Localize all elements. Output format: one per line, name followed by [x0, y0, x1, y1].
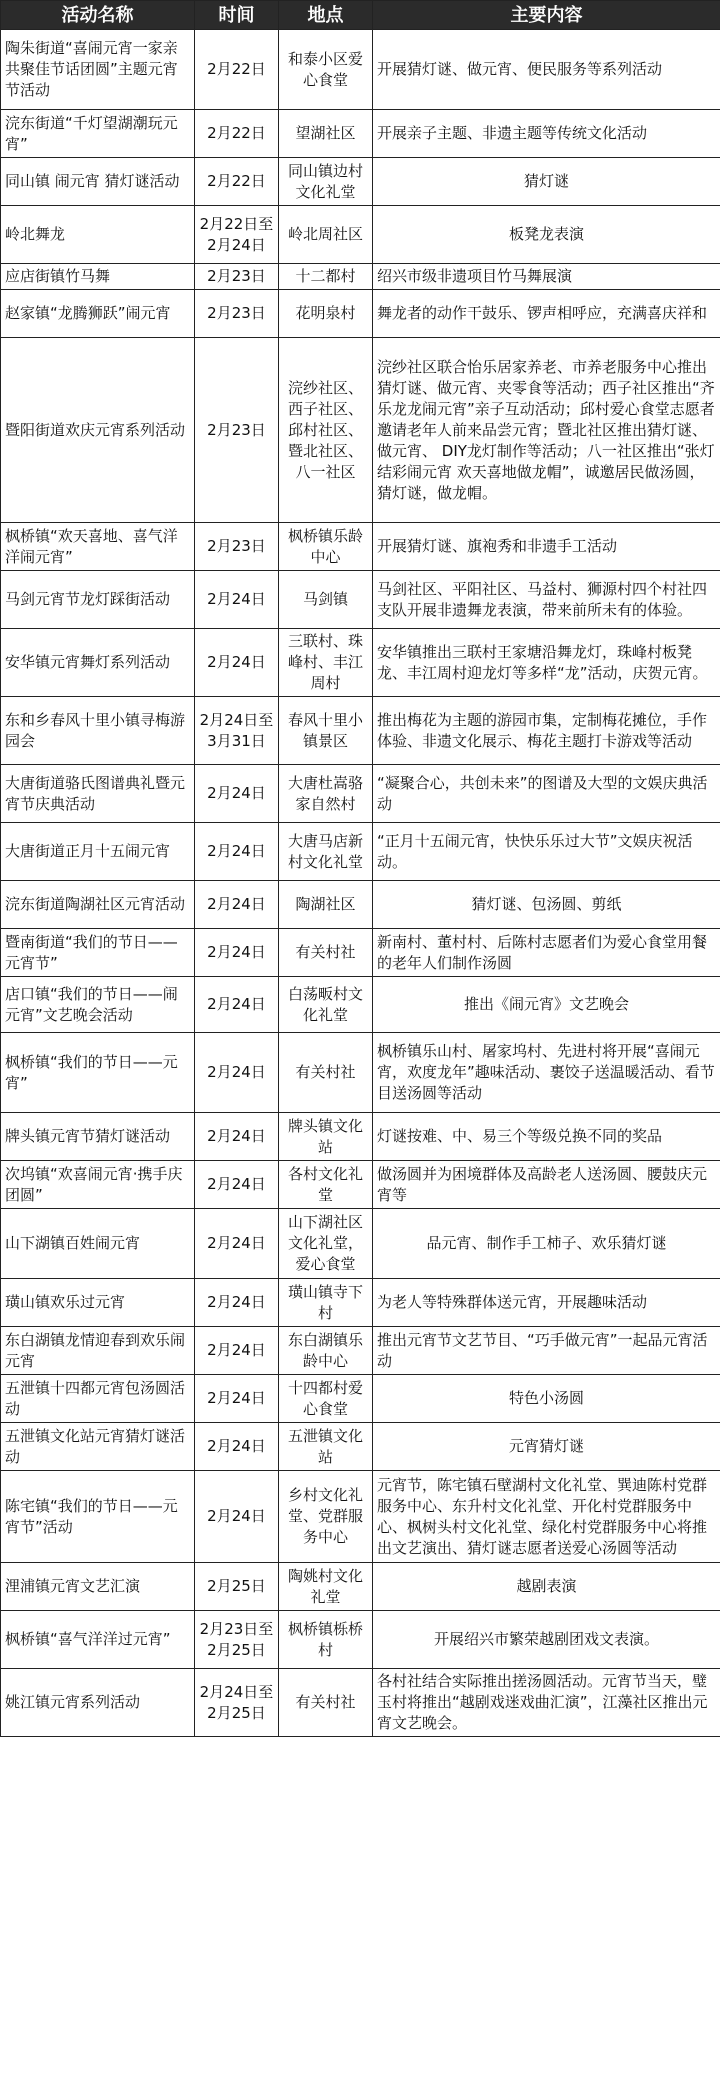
location-cell: 三联村、珠峰村、丰江周村	[279, 629, 373, 697]
content-cell: “凝聚合心，共创未来”的图谱及大型的文娱庆典活动	[373, 765, 720, 823]
table-row	[1, 571, 720, 629]
table-row	[1, 881, 720, 929]
table-row	[1, 765, 720, 823]
time-cell: 2月22日	[195, 158, 279, 206]
activity-name-cell: 东白湖镇龙情迎春到欢乐闹元宵	[1, 1327, 195, 1375]
location-cell: 有关村社	[279, 1669, 373, 1737]
activity-name-cell: 姚江镇元宵系列活动	[1, 1669, 195, 1737]
activity-name-cell: 岭北舞龙	[1, 206, 195, 264]
time-cell: 2月22日至2月24日	[195, 206, 279, 264]
table-row	[1, 290, 720, 338]
time-cell: 2月23日	[195, 523, 279, 571]
table-row	[1, 1611, 720, 1669]
time-cell: 2月24日	[195, 977, 279, 1033]
location-cell: 大唐马店新村文化礼堂	[279, 823, 373, 881]
time-cell: 2月24日	[195, 881, 279, 929]
content-cell: 马剑社区、平阳社区、马益村、狮源村四个村社四支队开展非遗舞龙表演，带来前所未有的体验。	[373, 571, 720, 629]
content-cell: 灯谜按难、中、易三个等级兑换不同的奖品	[373, 1113, 720, 1161]
time-cell: 2月24日	[195, 1209, 279, 1279]
location-cell: 白荡畈村文化礼堂	[279, 977, 373, 1033]
table-row	[1, 523, 720, 571]
table-row	[1, 206, 720, 264]
table-header	[1, 1, 720, 30]
content-cell: 板凳龙表演	[373, 206, 720, 264]
time-cell: 2月24日	[195, 1161, 279, 1209]
activity-name-cell: 陶朱街道“喜闹元宵一家亲 共聚佳节话团圆”主题元宵节活动	[1, 30, 195, 110]
table-row	[1, 823, 720, 881]
time-cell: 2月25日	[195, 1563, 279, 1611]
location-cell: 马剑镇	[279, 571, 373, 629]
table-row	[1, 697, 720, 765]
content-cell: 推出元宵节文艺节目、“巧手做元宵”一起品元宵活动	[373, 1327, 720, 1375]
activity-name-cell: 店口镇“我们的节日——闹元宵”文艺晚会活动	[1, 977, 195, 1033]
time-cell: 2月22日	[195, 30, 279, 110]
location-cell: 春风十里小镇景区	[279, 697, 373, 765]
table-row	[1, 1375, 720, 1423]
content-cell: 元宵节，陈宅镇石壁湖村文化礼堂、巽迪陈村党群服务中心、东升村文化礼堂、开化村党群服务中心、枫树头村文化礼堂、绿化村党群服务中心将推出文艺演出、猜灯谜志愿者送爱心汤圆等活动	[373, 1471, 720, 1563]
activity-name-cell: 山下湖镇百姓闹元宵	[1, 1209, 195, 1279]
location-cell: 大唐杜嵩骆家自然村	[279, 765, 373, 823]
table-row	[1, 629, 720, 697]
activity-name-cell: 暨阳街道欢庆元宵系列活动	[1, 338, 195, 523]
time-cell: 2月24日	[195, 929, 279, 977]
header-location: 地点	[279, 1, 373, 30]
activity-name-cell: 陈宅镇“我们的节日——元宵节”活动	[1, 1471, 195, 1563]
activity-name-cell: 赵家镇“龙腾狮跃”闹元宵	[1, 290, 195, 338]
content-cell: 推出梅花为主题的游园市集，定制梅花摊位，手作体验、非遗文化展示、梅花主题打卡游戏等活动	[373, 697, 720, 765]
activity-name-cell: 牌头镇元宵节猜灯谜活动	[1, 1113, 195, 1161]
time-cell: 2月24日	[195, 765, 279, 823]
table-row	[1, 1033, 720, 1113]
time-cell: 2月24日	[195, 1471, 279, 1563]
content-cell: 为老人等特殊群体送元宵，开展趣味活动	[373, 1279, 720, 1327]
activity-name-cell: 浣东街道陶湖社区元宵活动	[1, 881, 195, 929]
time-cell: 2月24日	[195, 1279, 279, 1327]
activity-name-cell: 次坞镇“欢喜闹元宵·携手庆团圆”	[1, 1161, 195, 1209]
content-cell: 越剧表演	[373, 1563, 720, 1611]
table-row	[1, 158, 720, 206]
location-cell: 陶姚村文化礼堂	[279, 1563, 373, 1611]
location-cell: 牌头镇文化站	[279, 1113, 373, 1161]
location-cell: 乡村文化礼堂、党群服务中心	[279, 1471, 373, 1563]
content-cell: 各村社结合实际推出搓汤圆活动。元宵节当天，璧玉村将推出“越剧戏迷戏曲汇演”，江藻社区推出元宵文艺晚会。	[373, 1669, 720, 1737]
content-cell: 开展猜灯谜、做元宵、便民服务等系列活动	[373, 30, 720, 110]
table-row	[1, 264, 720, 290]
content-cell: 开展亲子主题、非遗主题等传统文化活动	[373, 110, 720, 158]
content-cell: 做汤圆并为困境群体及高龄老人送汤圆、腰鼓庆元宵等	[373, 1161, 720, 1209]
table-row	[1, 1113, 720, 1161]
table-row	[1, 110, 720, 158]
content-cell: 浣纱社区联合怡乐居家养老、市养老服务中心推出猜灯谜、做元宵、夹零食等活动；西子社区推出“齐乐龙龙闹元宵”亲子互动活动；邱村爱心食堂志愿者邀请老年人前来品尝元宵；暨北社区推出猜灯谜、做元宵、 DIY龙灯制作等活动；八一社区推出“张灯结彩闹元宵 欢天喜地做龙帽”，诚邀居民做汤圆，猜灯谜，做龙帽。	[373, 338, 720, 523]
time-cell: 2月24日至3月31日	[195, 697, 279, 765]
location-cell: 望湖社区	[279, 110, 373, 158]
location-cell: 五泄镇文化站	[279, 1423, 373, 1471]
time-cell: 2月23日	[195, 338, 279, 523]
table-body	[1, 30, 720, 1737]
activity-name-cell: 大唐街道正月十五闹元宵	[1, 823, 195, 881]
activity-name-cell: 浣东街道“千灯望湖潮玩元宵”	[1, 110, 195, 158]
location-cell: 有关村社	[279, 1033, 373, 1113]
table-row	[1, 1423, 720, 1471]
location-cell: 十二都村	[279, 264, 373, 290]
time-cell: 2月24日	[195, 629, 279, 697]
location-cell: 浣纱社区、西子社区、邱村社区、暨北社区、八一社区	[279, 338, 373, 523]
table-row	[1, 30, 720, 110]
location-cell: 各村文化礼堂	[279, 1161, 373, 1209]
activity-name-cell: 东和乡春风十里小镇寻梅游园会	[1, 697, 195, 765]
header-main-content: 主要内容	[373, 1, 720, 30]
table-row	[1, 1279, 720, 1327]
content-cell: 安华镇推出三联村王家塘沿舞龙灯，珠峰村板凳龙、丰江周村迎龙灯等多样“龙”活动，庆贺元宵。	[373, 629, 720, 697]
activity-name-cell: 浬浦镇元宵文艺汇演	[1, 1563, 195, 1611]
content-cell: 特色小汤圆	[373, 1375, 720, 1423]
header-row	[1, 1, 720, 30]
location-cell: 岭北周社区	[279, 206, 373, 264]
time-cell: 2月23日	[195, 290, 279, 338]
location-cell: 枫桥镇乐龄中心	[279, 523, 373, 571]
time-cell: 2月23日至2月25日	[195, 1611, 279, 1669]
content-cell: 枫桥镇乐山村、屠家坞村、先进村将开展“喜闹元宵，欢度龙年”趣味活动、裹饺子送温暖活动、看节目送汤圆等活动	[373, 1033, 720, 1113]
location-cell: 和泰小区爱心食堂	[279, 30, 373, 110]
activity-name-cell: 枫桥镇“欢天喜地、喜气洋洋闹元宵”	[1, 523, 195, 571]
activity-name-cell: 五泄镇文化站元宵猜灯谜活动	[1, 1423, 195, 1471]
time-cell: 2月24日	[195, 823, 279, 881]
time-cell: 2月24日	[195, 1113, 279, 1161]
table-row	[1, 1161, 720, 1209]
table-row	[1, 1471, 720, 1563]
location-cell: 十四都村爱心食堂	[279, 1375, 373, 1423]
location-cell: 同山镇边村文化礼堂	[279, 158, 373, 206]
content-cell: 元宵猜灯谜	[373, 1423, 720, 1471]
location-cell: 山下湖社区文化礼堂，爱心食堂	[279, 1209, 373, 1279]
time-cell: 2月22日	[195, 110, 279, 158]
location-cell: 东白湖镇乐龄中心	[279, 1327, 373, 1375]
content-cell: 品元宵、制作手工柿子、欢乐猜灯谜	[373, 1209, 720, 1279]
table-row	[1, 929, 720, 977]
content-cell: 新南村、董村村、后陈村志愿者们为爱心食堂用餐的老年人们制作汤圆	[373, 929, 720, 977]
table-row	[1, 1327, 720, 1375]
header-activity-name: 活动名称	[1, 1, 195, 30]
activity-name-cell: 璜山镇欢乐过元宵	[1, 1279, 195, 1327]
location-cell: 有关村社	[279, 929, 373, 977]
table-row	[1, 977, 720, 1033]
activity-name-cell: 同山镇 闹元宵 猜灯谜活动	[1, 158, 195, 206]
table-row	[1, 338, 720, 523]
content-cell: 舞龙者的动作干鼓乐、锣声相呼应，充满喜庆祥和	[373, 290, 720, 338]
activity-name-cell: 马剑元宵节龙灯踩街活动	[1, 571, 195, 629]
time-cell: 2月24日至2月25日	[195, 1669, 279, 1737]
location-cell: 花明泉村	[279, 290, 373, 338]
content-cell: 猜灯谜	[373, 158, 720, 206]
location-cell: 枫桥镇栎桥村	[279, 1611, 373, 1669]
time-cell: 2月24日	[195, 1423, 279, 1471]
header-time: 时间	[195, 1, 279, 30]
time-cell: 2月24日	[195, 1033, 279, 1113]
content-cell: 开展猜灯谜、旗袍秀和非遗手工活动	[373, 523, 720, 571]
activity-name-cell: 枫桥镇“我们的节日——元宵”	[1, 1033, 195, 1113]
table-row	[1, 1669, 720, 1737]
content-cell: “正月十五闹元宵，快快乐乐过大节”文娱庆祝活动。	[373, 823, 720, 881]
time-cell: 2月23日	[195, 264, 279, 290]
activity-name-cell: 枫桥镇“喜气洋洋过元宵”	[1, 1611, 195, 1669]
activity-name-cell: 应店街镇竹马舞	[1, 264, 195, 290]
table-row	[1, 1563, 720, 1611]
location-cell: 璜山镇寺下村	[279, 1279, 373, 1327]
activity-name-cell: 大唐街道骆氏图谱典礼暨元宵节庆典活动	[1, 765, 195, 823]
time-cell: 2月24日	[195, 1375, 279, 1423]
time-cell: 2月24日	[195, 571, 279, 629]
content-cell: 开展绍兴市繁荣越剧团戏文表演。	[373, 1611, 720, 1669]
content-cell: 猜灯谜、包汤圆、剪纸	[373, 881, 720, 929]
content-cell: 推出《闹元宵》文艺晚会	[373, 977, 720, 1033]
content-cell: 绍兴市级非遗项目竹马舞展演	[373, 264, 720, 290]
time-cell: 2月24日	[195, 1327, 279, 1375]
activity-name-cell: 五泄镇十四都元宵包汤圆活动	[1, 1375, 195, 1423]
location-cell: 陶湖社区	[279, 881, 373, 929]
table-row	[1, 1209, 720, 1279]
activity-name-cell: 暨南街道“我们的节日——元宵节”	[1, 929, 195, 977]
activity-name-cell: 安华镇元宵舞灯系列活动	[1, 629, 195, 697]
